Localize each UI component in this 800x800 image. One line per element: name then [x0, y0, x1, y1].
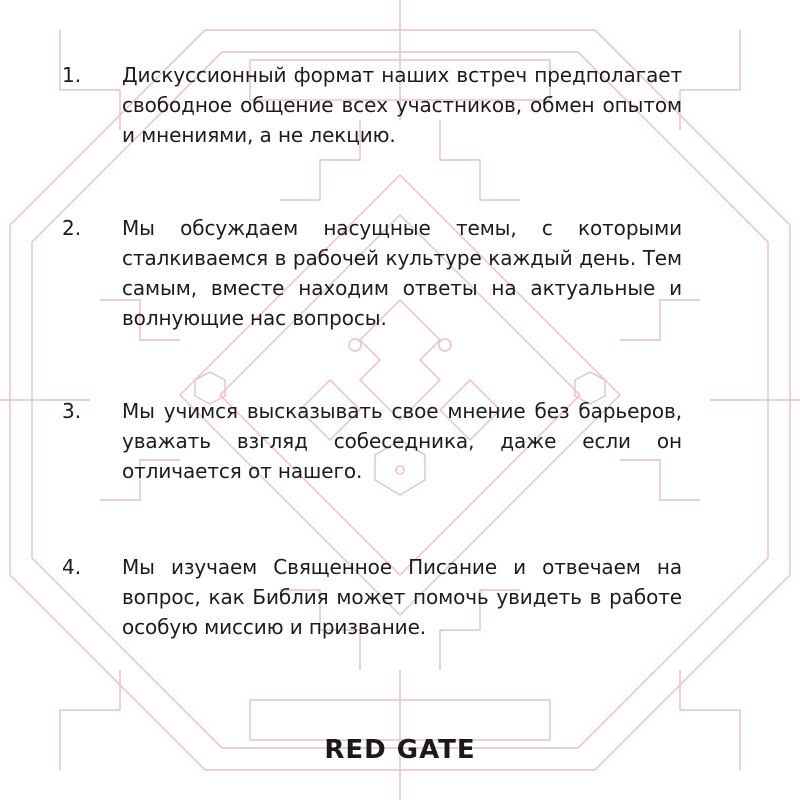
brand-logo: RED GATE — [324, 735, 476, 765]
item-number: 1. — [62, 63, 82, 87]
item-number: 3. — [62, 399, 82, 423]
item-number: 2. — [62, 216, 82, 240]
item-text: Мы изучаем Священное Писание и отвечаем на вопрос, как Библия может помочь увидеть в работе особую миссию и призвание. — [122, 555, 682, 639]
item-number: 4. — [62, 555, 82, 579]
item-text: Мы обсуждаем насущные темы, с которыми сталкиваемся в рабочей культуре каждый день. Тем самым, вместе находим ответы на актуальные и волнующие нас вопросы. — [122, 216, 682, 330]
item-text: Дискуссионный формат наших встреч предполагает свободное общение всех участников, обмен опытом и мнениями, а не лекцию. — [122, 63, 682, 147]
item-text: Мы учимся высказывать свое мнение без барьеров, уважать взгляд собеседника, даже если он отличается от нашего. — [122, 399, 682, 483]
